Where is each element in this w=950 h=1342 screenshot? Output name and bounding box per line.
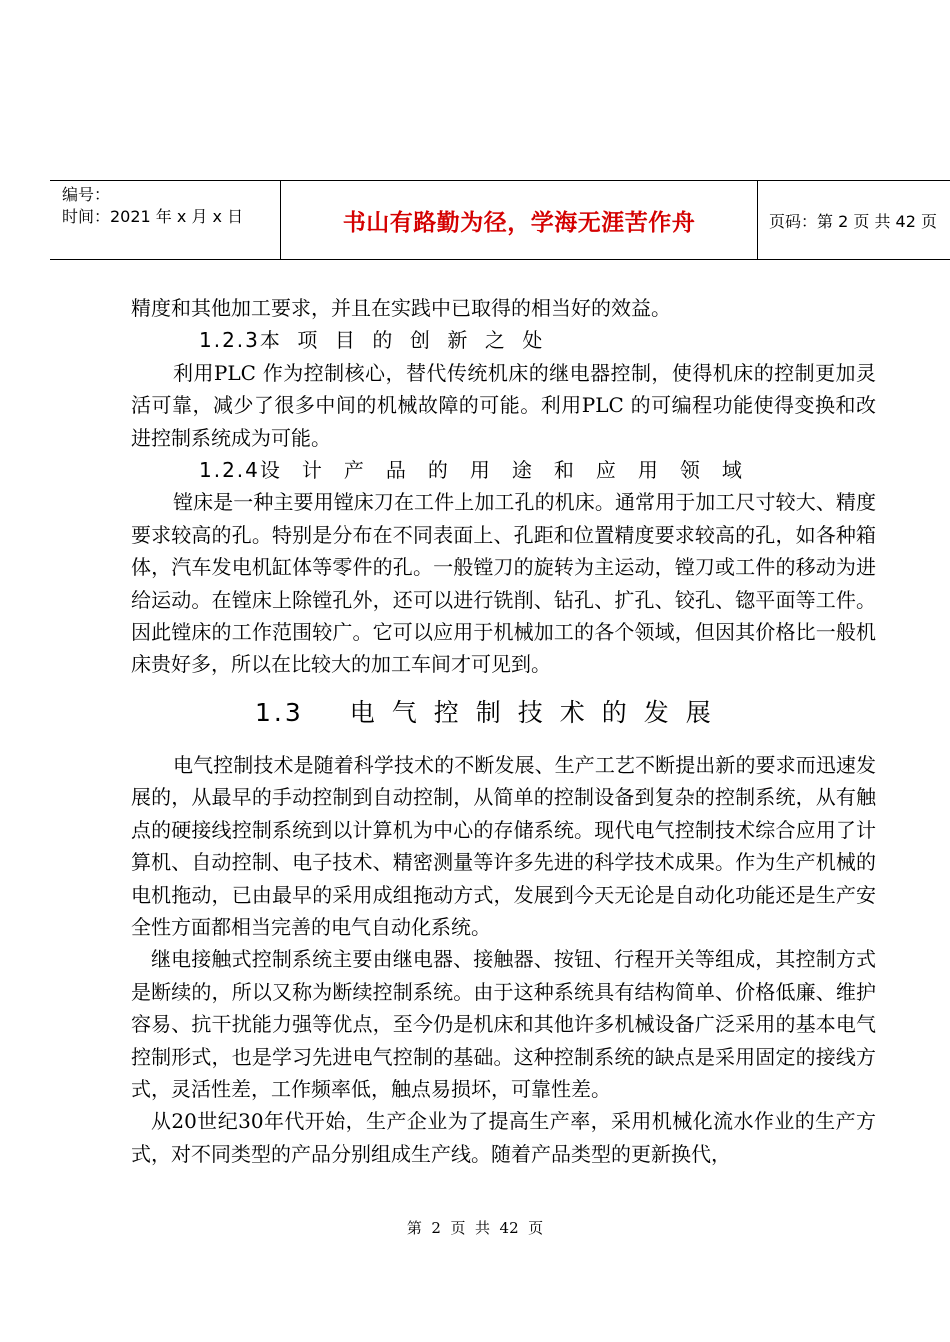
section-number: 1.2.3 <box>199 328 260 353</box>
header-motto-cell <box>280 181 758 259</box>
document-date: 时间：2021 年 x 月 x 日 <box>62 207 244 226</box>
header-meta-cell <box>50 181 280 259</box>
page-footer <box>0 1217 950 1238</box>
document-header <box>50 180 950 260</box>
header-motto: 书山有路勤为径，学海无涯苦作舟 <box>342 209 696 236</box>
page-body <box>131 292 876 1170</box>
section-title: 设计产品的用途和应用领域 <box>259 458 764 483</box>
paragraph: 精度和其他加工要求，并且在实践中已取得的相当好的效益。 <box>131 296 671 320</box>
section-title: 电气控制技术的发展 <box>349 697 728 727</box>
paragraph: 镗床是一种主要用镗床刀在工件上加工孔的机床。通常用于加工尺寸较大、精度要求较高的孔。特别是分布在不同表面上、孔距和位置精度要求较高的孔，如各种箱体，汽车发电机缸体等零件的孔。一般镗刀的旋转为主运动，镗刀或工件的移动为进给运动。在镗床上除镗孔外，还可以进行铣削、钻孔、扩孔、铰孔、锪平面等工件。因此镗床的工作范围较广。它可以应用于机械加工的各个领域，但因其价格比一般机床贵好多，所以在比较大的加工车间才可见到。 <box>131 490 876 677</box>
section-number: 1.2.4 <box>199 458 260 483</box>
section-number: 1.3 <box>255 697 304 727</box>
paragraph: 继电接触式控制系统主要由继电器、接触器、按钮、行程开关等组成，其控制方式是断续的，所以又称为断续控制系统。由于这种系统具有结构简单、价格低廉、维护容易、抗干扰能力强等优点，至今仍是机床和其他许多机械设备广泛采用的基本电气控制形式，也是学习先进电气控制的基础。这种控制系统的缺点是采用固定的接线方式，灵活性差，工作频率低，触点易损坏，可靠性差。 <box>131 947 876 1101</box>
header-page-info: 页码：第 2 页 共 42 页 <box>769 211 937 231</box>
paragraph: 利用PLC 作为控制核心，替代传统机床的继电器控制，使得机床的控制更加灵活可靠，减少了很多中间的机械故障的可能。利用PLC 的可编程功能使得变换和改进控制系统成为可能。 <box>131 360 876 450</box>
section-heading-1-3 <box>131 691 876 735</box>
paragraph: 电气控制技术是随着科学技术的不断发展、生产工艺不断提出新的要求而迅速发展的，从最早的手动控制到自动控制，从简单的控制设备到复杂的控制系统，从有触点的硬接线控制系统到以计算机为中心的存储系统。现代电气控制技术综合应用了计算机、自动控制、电子技术、精密测量等许多先进的科学技术成果。作为生产机械的电机拖动，已由最早的采用成组拖动方式，发展到今天无论是自动化功能还是生产安全性方面都相当完善的电气自动化系统。 <box>131 752 876 939</box>
document-number-label: 编号： <box>62 185 111 204</box>
section-title: 本项目的创新之处 <box>259 328 560 353</box>
section-heading-1-2-3 <box>131 324 876 356</box>
footer-page-number: 第 2 页 共 42 页 <box>406 1219 544 1237</box>
section-heading-1-2-4 <box>131 454 876 486</box>
paragraph: 从20世纪30年代开始，生产企业为了提高生产率，采用机械化流水作业的生产方式，对不同类型的产品分别组成生产线。随着产品类型的更新换代， <box>131 1109 876 1166</box>
header-page-cell <box>757 181 950 259</box>
